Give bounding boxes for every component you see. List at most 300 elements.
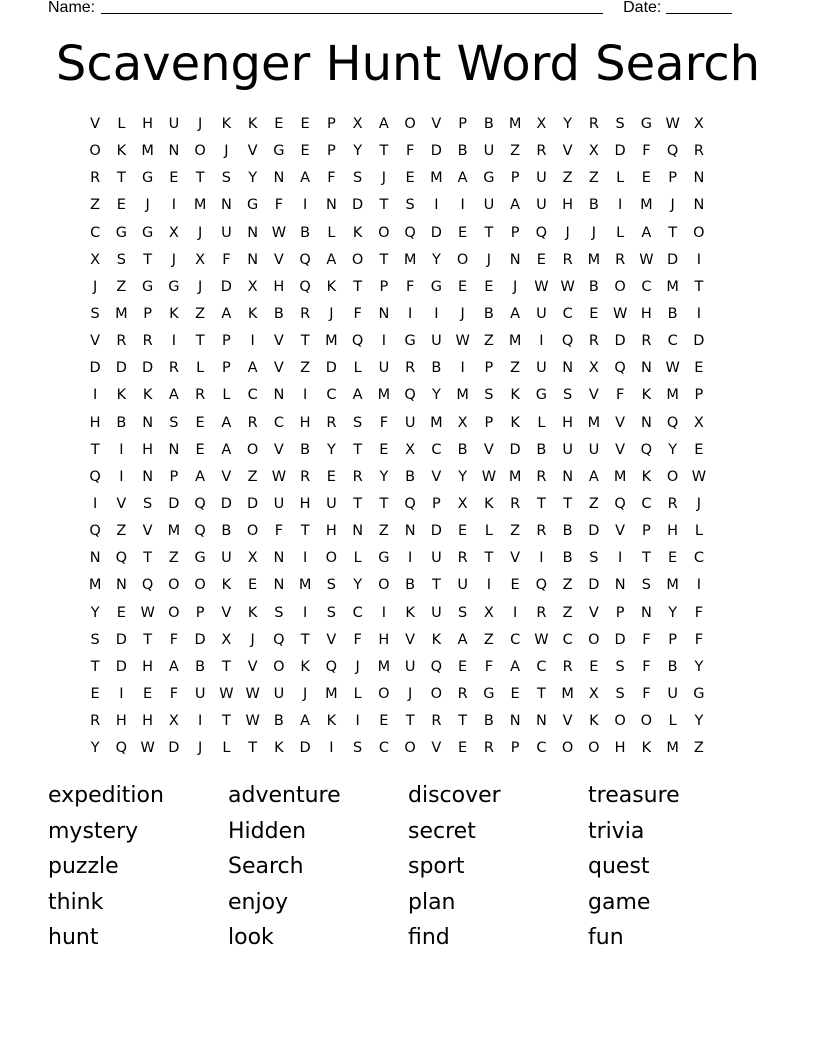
grid-letter: W — [534, 631, 549, 648]
grid-letter: C — [536, 658, 547, 675]
grid-letter: B — [483, 116, 494, 133]
page-title: Scavenger Hunt Word Search — [55, 36, 761, 92]
grid-letter: M — [141, 143, 154, 160]
word-list-item: trivia — [588, 818, 645, 844]
grid-letter: Y — [694, 713, 704, 730]
grid-letter: J — [355, 658, 360, 675]
grid-letter: Q — [115, 740, 128, 757]
grid-letter: B — [195, 658, 206, 675]
grid-letter: A — [510, 306, 521, 323]
date-label: Date: — [623, 0, 662, 16]
grid-letter: I — [92, 496, 98, 513]
grid-letter: R — [195, 387, 206, 404]
grid-letter: J — [171, 251, 177, 268]
grid-letter: Q — [351, 333, 364, 350]
grid-letter: O — [378, 686, 390, 703]
grid-letter: Z — [247, 468, 258, 485]
grid-letter: S — [90, 631, 100, 648]
grid-letter: Q — [141, 577, 154, 594]
grid-letter: F — [353, 631, 362, 648]
grid-letter: F — [694, 604, 704, 621]
grid-letter: X — [195, 251, 206, 268]
grid-letter: K — [142, 387, 153, 404]
grid-letter: N — [509, 713, 521, 730]
grid-letter: S — [143, 496, 153, 513]
grid-letter: F — [642, 686, 651, 703]
grid-letter: Q — [561, 333, 574, 350]
grid-letter: V — [221, 468, 232, 485]
grid-letter: C — [641, 496, 652, 513]
grid-letter: P — [668, 170, 677, 187]
grid-letter: N — [89, 550, 101, 567]
grid-letter: S — [458, 604, 468, 621]
grid-letter: J — [460, 306, 465, 323]
grid-letter: Z — [116, 278, 127, 295]
grid-letter: W — [639, 251, 654, 268]
grid-letter: A — [641, 224, 652, 241]
grid-letter: O — [561, 740, 574, 757]
grid-letter: U — [273, 686, 285, 703]
grid-letter: I — [302, 197, 308, 214]
grid-letter: H — [378, 631, 390, 648]
grid-letter: E — [641, 170, 651, 187]
grid-letter: I — [696, 577, 702, 594]
grid-letter: C — [273, 414, 284, 431]
grid-letter: T — [195, 333, 205, 350]
grid-letter: Y — [458, 468, 468, 485]
grid-letter: T — [195, 170, 205, 187]
grid-letter: E — [510, 577, 520, 594]
word-list-item: fun — [588, 925, 624, 950]
word-list-item: enjoy — [228, 889, 289, 915]
grid-letter: Z — [195, 306, 206, 323]
grid-letter: N — [273, 550, 285, 567]
grid-letter: E — [458, 278, 468, 295]
grid-letter: N — [535, 713, 547, 730]
grid-letter: Y — [90, 740, 100, 757]
grid-letter: K — [326, 278, 337, 295]
grid-letter: D — [588, 523, 600, 540]
grid-letter: T — [143, 550, 153, 567]
grid-letter: W — [612, 306, 628, 323]
grid-letter: L — [537, 414, 546, 431]
grid-letter: O — [378, 224, 390, 241]
grid-letter: S — [353, 414, 363, 431]
grid-letter: Q — [89, 523, 101, 540]
grid-letter: G — [535, 387, 547, 404]
grid-letter: A — [221, 306, 232, 323]
grid-letter: A — [300, 713, 311, 730]
grid-letter: E — [589, 306, 599, 323]
grid-letter: Q — [299, 251, 311, 268]
grid-letter: N — [273, 170, 285, 187]
grid-letter: K — [641, 740, 652, 757]
grid-letter: M — [377, 387, 391, 404]
grid-letter: V — [615, 414, 626, 431]
grid-letter: W — [219, 686, 234, 703]
grid-letter: V — [247, 658, 258, 675]
grid-letter: P — [195, 604, 205, 621]
grid-letter: A — [352, 387, 363, 404]
grid-letter: S — [563, 387, 573, 404]
grid-row — [82, 735, 738, 762]
grid-letter: Z — [483, 333, 494, 350]
grid-letter: L — [327, 224, 336, 241]
grid-letter: V — [510, 550, 521, 567]
grid-letter: B — [116, 414, 127, 431]
grid-letter: U — [483, 143, 495, 160]
grid-letter: S — [274, 604, 284, 621]
grid-letter: I — [302, 387, 308, 404]
grid-letter: F — [484, 658, 494, 675]
grid-letter: R — [536, 468, 547, 485]
grid-letter: Z — [300, 360, 311, 377]
grid-letter: V — [90, 333, 101, 350]
grid-letter: D — [614, 631, 626, 648]
grid-letter: I — [407, 306, 413, 323]
grid-letter: D — [430, 523, 442, 540]
grid-letter: T — [379, 496, 389, 513]
grid-letter: V — [562, 713, 573, 730]
word-list-item: hunt — [48, 925, 99, 950]
word-list-item: game — [588, 889, 651, 915]
grid-letter: H — [667, 523, 679, 540]
grid-letter: R — [510, 496, 521, 513]
grid-letter: P — [169, 468, 179, 485]
grid-letter: E — [458, 523, 468, 540]
grid-letter: I — [696, 306, 702, 323]
grid-letter: I — [355, 713, 360, 730]
grid-letter: R — [457, 550, 468, 567]
grid-letter: S — [90, 306, 100, 323]
grid-letter: K — [116, 387, 127, 404]
grid-letter: W — [271, 468, 287, 485]
grid-letter: D — [693, 333, 705, 350]
grid-letter: N — [273, 387, 285, 404]
grid-letter: S — [484, 387, 494, 404]
grid-letter: D — [115, 360, 127, 377]
grid-letter: T — [641, 550, 651, 567]
grid-letter: Q — [194, 523, 206, 540]
grid-letter: M — [167, 523, 181, 540]
grid-letter: Q — [535, 224, 548, 241]
grid-letter: N — [640, 360, 652, 377]
grid-letter: T — [484, 224, 494, 241]
grid-letter: C — [247, 387, 258, 404]
grid-letter: V — [247, 143, 258, 160]
grid-letter: F — [642, 658, 651, 675]
grid-row — [82, 437, 738, 464]
grid-letter: C — [431, 441, 442, 458]
grid-letter: H — [562, 197, 574, 214]
grid-letter: Q — [404, 387, 416, 404]
grid-letter: F — [222, 251, 231, 268]
grid-letter: Q — [115, 550, 128, 567]
word-list-item: quest — [588, 854, 650, 879]
grid-letter: N — [142, 414, 154, 431]
grid-letter: K — [300, 658, 310, 675]
grid-row — [82, 111, 738, 138]
grid-letter: P — [642, 523, 651, 540]
grid-letter: X — [221, 631, 232, 648]
grid-letter: K — [510, 387, 520, 404]
grid-letter: E — [458, 224, 468, 241]
grid-letter: C — [536, 740, 547, 757]
grid-letter: I — [119, 441, 124, 458]
grid-letter: R — [588, 333, 599, 350]
grid-letter: V — [116, 496, 127, 513]
grid-letter: O — [456, 251, 469, 268]
grid-letter: M — [613, 468, 627, 485]
grid-letter: X — [168, 713, 179, 730]
grid-letter: X — [536, 116, 547, 133]
grid-letter: C — [562, 631, 573, 648]
grid-letter: D — [247, 496, 259, 513]
grid-letter: T — [300, 523, 310, 540]
grid-letter: W — [140, 740, 155, 757]
grid-letter: I — [460, 360, 465, 377]
grid-letter: S — [589, 550, 599, 567]
grid-letter: D — [115, 631, 127, 648]
grid-letter: Z — [510, 143, 521, 160]
grid-letter: J — [381, 170, 387, 187]
grid-letter: K — [247, 116, 258, 133]
grid-letter: N — [562, 360, 574, 377]
grid-letter: E — [668, 550, 678, 567]
grid-row — [82, 382, 738, 409]
grid-letter: Y — [668, 441, 678, 458]
grid-letter: M — [666, 577, 679, 594]
name-blank-line[interactable] — [101, 0, 603, 14]
word-list-item: adventure — [228, 783, 341, 808]
grid-letter: Y — [668, 604, 678, 621]
word-list-item: find — [408, 925, 450, 950]
grid-letter: P — [432, 496, 441, 513]
grid-letter: F — [405, 278, 415, 295]
grid-letter: D — [614, 333, 626, 350]
grid-letter: L — [694, 523, 703, 540]
grid-letter: U — [221, 224, 232, 241]
grid-letter: K — [405, 604, 415, 621]
grid-letter: O — [168, 604, 180, 621]
grid-row — [82, 274, 738, 301]
grid-letter: L — [196, 360, 205, 377]
grid-letter: V — [483, 441, 494, 458]
grid-letter: D — [430, 224, 442, 241]
grid-letter: U — [194, 686, 206, 703]
grid-letter: M — [666, 278, 679, 295]
grid-letter: O — [430, 686, 443, 703]
grid-letter: K — [641, 468, 652, 485]
grid-letter: T — [379, 197, 389, 214]
grid-letter: C — [90, 224, 101, 241]
grid-letter: J — [250, 631, 255, 648]
grid-letter: J — [224, 143, 229, 160]
grid-letter: R — [90, 170, 101, 187]
grid-letter: U — [667, 686, 678, 703]
grid-letter: J — [145, 197, 150, 214]
grid-letter: L — [222, 387, 231, 404]
grid-row — [82, 165, 738, 192]
grid-letter: K — [352, 224, 363, 241]
grid-letter: Y — [431, 387, 441, 404]
grid-letter: T — [668, 224, 678, 241]
grid-letter: R — [300, 306, 311, 323]
grid-letter: X — [693, 414, 704, 431]
grid-letter: F — [642, 143, 651, 160]
grid-letter: S — [641, 577, 651, 594]
grid-letter: E — [379, 713, 389, 730]
grid-letter: G — [404, 333, 416, 350]
grid-letter: U — [536, 360, 547, 377]
grid-letter: M — [325, 686, 338, 703]
grid-letter: I — [171, 197, 177, 214]
grid-letter: L — [117, 116, 126, 133]
grid-letter: O — [325, 550, 338, 567]
grid-letter: H — [299, 414, 311, 431]
grid-letter: Y — [694, 658, 704, 675]
grid-letter: K — [641, 387, 652, 404]
grid-letter: Q — [325, 658, 338, 675]
grid-letter: O — [666, 468, 679, 485]
grid-letter: E — [300, 143, 310, 160]
grid-letter: R — [641, 333, 652, 350]
grid-letter: T — [431, 577, 441, 594]
grid-letter: W — [665, 360, 680, 377]
grid-letter: F — [353, 306, 362, 323]
grid-letter: N — [693, 197, 705, 214]
grid-letter: O — [194, 577, 206, 594]
grid-letter: A — [378, 116, 389, 133]
grid-letter: T — [353, 496, 363, 513]
grid-letter: I — [302, 604, 308, 621]
grid-letter: N — [509, 251, 521, 268]
name-label: Name: — [48, 0, 96, 16]
grid-letter: N — [325, 197, 337, 214]
grid-letter: W — [245, 686, 260, 703]
grid-letter: E — [274, 116, 284, 133]
word-list-item: puzzle — [48, 854, 119, 879]
grid-letter: O — [246, 441, 259, 458]
grid-letter: L — [484, 523, 493, 540]
grid-letter: U — [431, 604, 442, 621]
grid-letter: A — [195, 468, 206, 485]
grid-letter: E — [458, 740, 468, 757]
grid-letter: X — [588, 143, 599, 160]
grid-row — [82, 654, 738, 681]
grid-letter: O — [246, 523, 259, 540]
grid-letter: H — [142, 658, 154, 675]
grid-letter: T — [458, 713, 468, 730]
grid-letter: E — [169, 170, 179, 187]
grid-letter: D — [509, 441, 521, 458]
grid-letter: I — [119, 686, 124, 703]
grid-letter: N — [404, 523, 416, 540]
grid-letter: B — [273, 306, 284, 323]
grid-letter: S — [615, 658, 625, 675]
grid-letter: M — [430, 170, 443, 187]
grid-letter: L — [616, 170, 625, 187]
grid-letter: P — [222, 333, 231, 350]
grid-letter: K — [247, 306, 258, 323]
grid-row — [82, 410, 738, 437]
grid-letter: O — [588, 740, 600, 757]
grid-letter: F — [274, 523, 284, 540]
grid-letter: L — [353, 550, 362, 567]
grid-letter: N — [247, 224, 259, 241]
grid-letter: T — [379, 143, 389, 160]
word-list — [48, 779, 768, 957]
grid-letter: I — [539, 333, 544, 350]
grid-letter: D — [430, 143, 442, 160]
grid-letter: X — [247, 278, 258, 295]
grid-letter: R — [168, 360, 179, 377]
date-blank-line[interactable] — [666, 0, 732, 14]
grid-letter: N — [693, 170, 705, 187]
grid-letter: D — [588, 577, 600, 594]
grid-letter: R — [588, 116, 599, 133]
grid-letter: R — [483, 740, 494, 757]
grid-letter: U — [536, 170, 547, 187]
grid-letter: R — [326, 414, 337, 431]
grid-letter: D — [614, 143, 626, 160]
grid-letter: Q — [640, 441, 653, 458]
grid-letter: R — [405, 360, 416, 377]
grid-letter: E — [326, 468, 336, 485]
grid-letter: Y — [431, 251, 441, 268]
grid-letter: X — [90, 251, 101, 268]
grid-letter: I — [92, 387, 98, 404]
grid-letter: F — [169, 686, 179, 703]
grid-letter: N — [640, 414, 652, 431]
grid-letter: U — [378, 360, 390, 377]
grid-letter: L — [668, 713, 677, 730]
grid-row — [82, 572, 738, 599]
grid-letter: T — [536, 496, 546, 513]
grid-letter: E — [90, 686, 100, 703]
grid-letter: V — [562, 143, 573, 160]
grid-letter: P — [327, 116, 336, 133]
grid-letter: B — [273, 713, 284, 730]
grid-letter: I — [486, 577, 492, 594]
grid-letter: H — [562, 414, 574, 431]
grid-letter: Q — [404, 496, 416, 513]
grid-letter: E — [116, 604, 126, 621]
grid-letter: M — [640, 197, 653, 214]
grid-row — [82, 491, 738, 518]
grid-letter: T — [90, 441, 100, 458]
grid-letter: D — [194, 631, 206, 648]
grid-letter: T — [353, 441, 363, 458]
grid-letter: H — [89, 414, 101, 431]
grid-letter: P — [510, 170, 520, 187]
grid-letter: H — [614, 740, 626, 757]
grid-letter: O — [168, 577, 180, 594]
grid-letter: P — [458, 116, 467, 133]
grid-letter: P — [484, 414, 494, 431]
grid-letter: M — [587, 414, 601, 431]
word-list-item: expedition — [48, 783, 164, 808]
grid-letter: U — [221, 550, 232, 567]
grid-letter: Z — [90, 197, 101, 214]
grid-letter: S — [353, 170, 363, 187]
grid-letter: V — [90, 116, 101, 133]
grid-letter: K — [431, 631, 442, 648]
grid-letter: Z — [562, 604, 573, 621]
grid-letter: P — [615, 604, 625, 621]
grid-letter: E — [694, 441, 704, 458]
grid-letter: M — [403, 251, 417, 268]
